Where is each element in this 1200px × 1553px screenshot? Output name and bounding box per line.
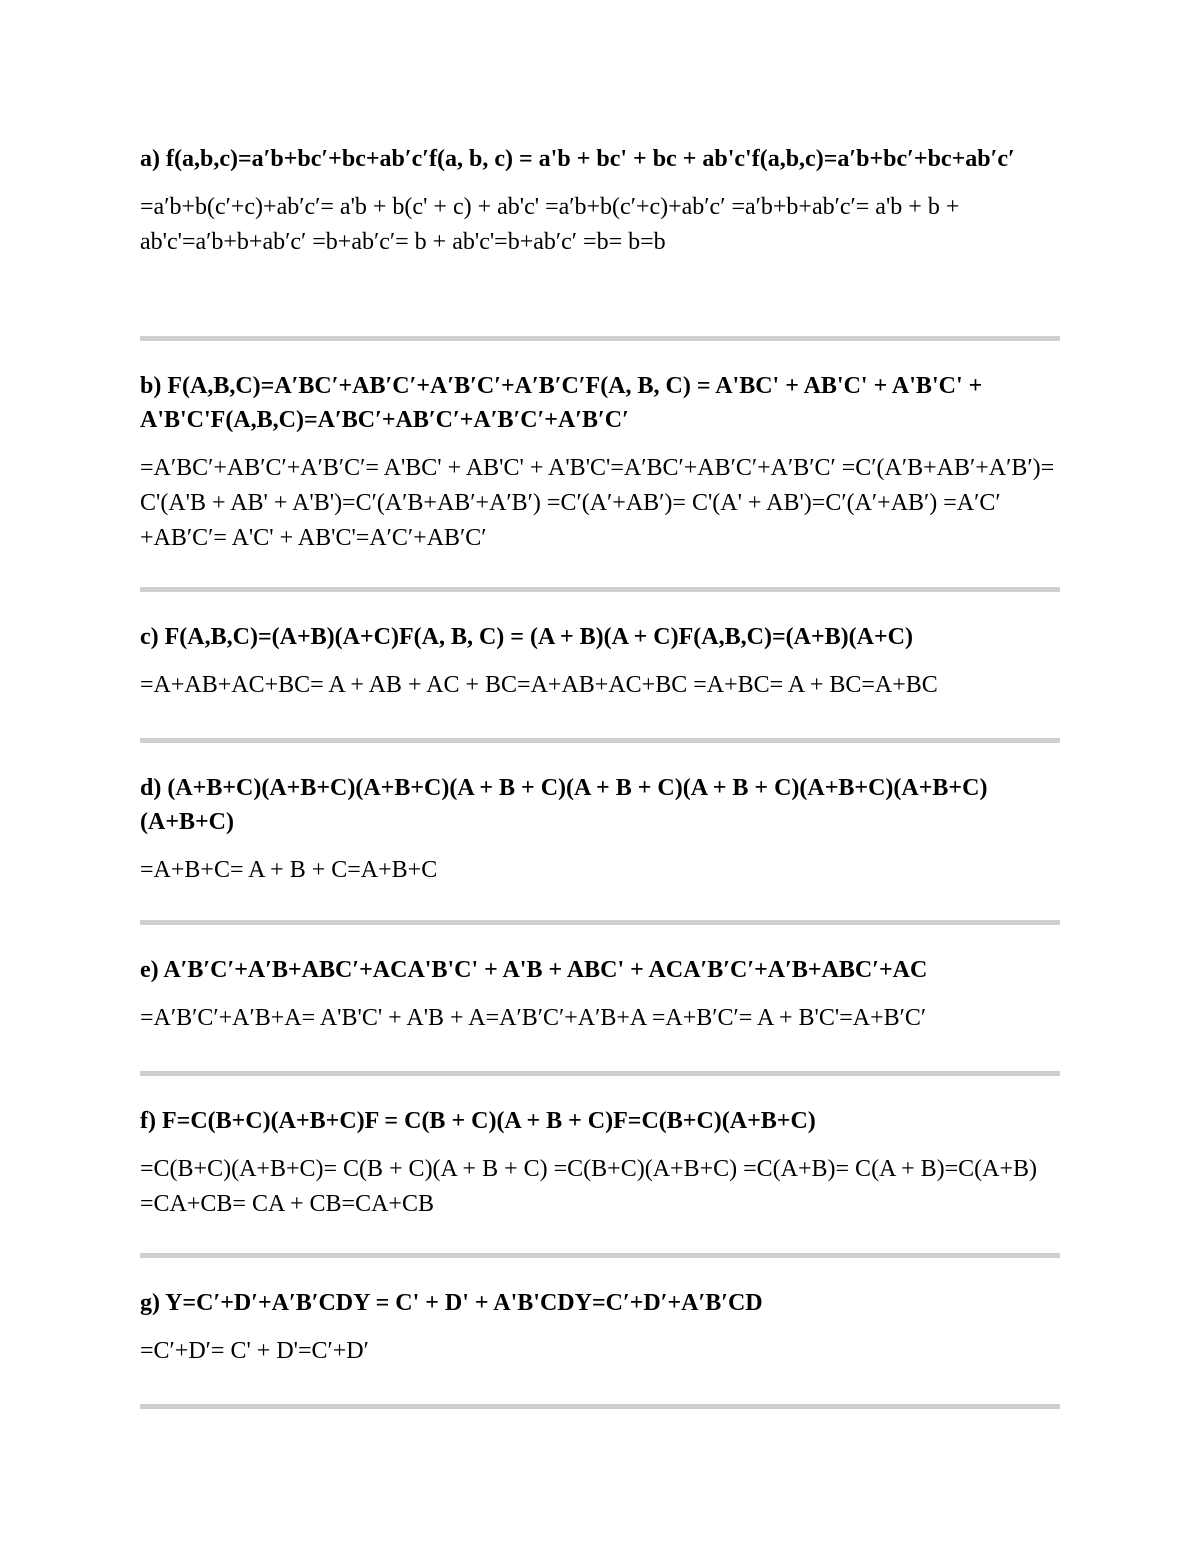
problem-c bbox=[140, 592, 1060, 738]
problem-b bbox=[140, 341, 1060, 587]
problem-heading: e) A′B′C′+A′B+ABC′+ACA'B'C' + A'B + ABC' + ACA′B′C′+A′B+ABC′+AC bbox=[140, 957, 928, 983]
problem-solution: =C′+D′= C' + D'=C′+D′ bbox=[140, 1338, 369, 1364]
problem-solution: =A+AB+AC+BC= A + AB + AC + BC=A+AB+AC+BC =A+BC= A + BC=A+BC bbox=[140, 672, 938, 698]
problem-heading: b) F(A,B,C)=A′BC′+AB′C′+A′B′C′+A′B′C′F(A, B, C) = A'BC' + AB'C' + A'B'C' + A'B'C'F(A,B,C)=A′BC′+AB′C′+A′B′C′+A′B′C′ bbox=[140, 373, 983, 433]
problem-solution: =A+B+C= A + B + C=A+B+C bbox=[140, 857, 438, 883]
problem-solution: =a′b+b(c′+c)+ab′c′= a'b + b(c' + c) + ab'c' =a′b+b(c′+c)+ab′c′ =a′b+b+ab′c′= a'b + b + ab'c'=a′b+b+ab′c′ =b+ab′c′= b + ab'c'=b+ab′c′ =b= b=b bbox=[140, 194, 960, 255]
problem-heading: c) F(A,B,C)=(A+B)(A+C)F(A, B, C) = (A + B)(A + C)F(A,B,C)=(A+B)(A+C) bbox=[140, 624, 913, 650]
problem-solution: =A′BC′+AB′C′+A′B′C′= A'BC' + AB'C' + A'B'C'=A′BC′+AB′C′+A′B′C′ =C′(A′B+AB′+A′B′)= C'(A'B + AB' + A'B')=C′(A′B+AB′+A′B′) =C′(A′+AB′)= C'(A' + AB')=C′(A′+AB′) =A′C′+AB′C′= A'C' + AB'C'=A′C′+AB′C′ bbox=[140, 455, 1055, 551]
problem-heading: a) f(a,b,c)=a′b+bc′+bc+ab′c′f(a, b, c) = a'b + bc' + bc + ab'c'f(a,b,c)=a′b+bc′+bc+ab′c′ bbox=[140, 146, 1015, 172]
problem-d bbox=[140, 743, 1060, 920]
problem-heading: g) Y=C′+D′+A′B′CDY = C' + D' + A'B'CDY=C′+D′+A′B′CD bbox=[140, 1290, 763, 1316]
problem-a bbox=[140, 142, 1060, 336]
problem-g bbox=[140, 1258, 1060, 1404]
problem-solution: =A′B′C′+A′B+A= A'B'C' + A'B + A=A′B′C′+A′B+A =A+B′C′= A + B'C'=A+B′C′ bbox=[140, 1005, 927, 1031]
problem-f bbox=[140, 1076, 1060, 1253]
problem-e bbox=[140, 925, 1060, 1071]
horizontal-rule bbox=[140, 1404, 1060, 1409]
problem-heading: f) F=C(B+C)(A+B+C)F = C(B + C)(A + B + C)F=C(B+C)(A+B+C) bbox=[140, 1108, 816, 1134]
document-page bbox=[140, 142, 1060, 1409]
problem-heading: d) (A+B+C)(A+B+C)(A+B+C)(A + B + C)(A + B + C)(A + B + C)(A+B+C)(A+B+C)(A+B+C) bbox=[140, 775, 988, 835]
problem-solution: =C(B+C)(A+B+C)= C(B + C)(A + B + C) =C(B+C)(A+B+C) =C(A+B)= C(A + B)=C(A+B) =CA+CB= CA + CB=CA+CB bbox=[140, 1156, 1037, 1217]
